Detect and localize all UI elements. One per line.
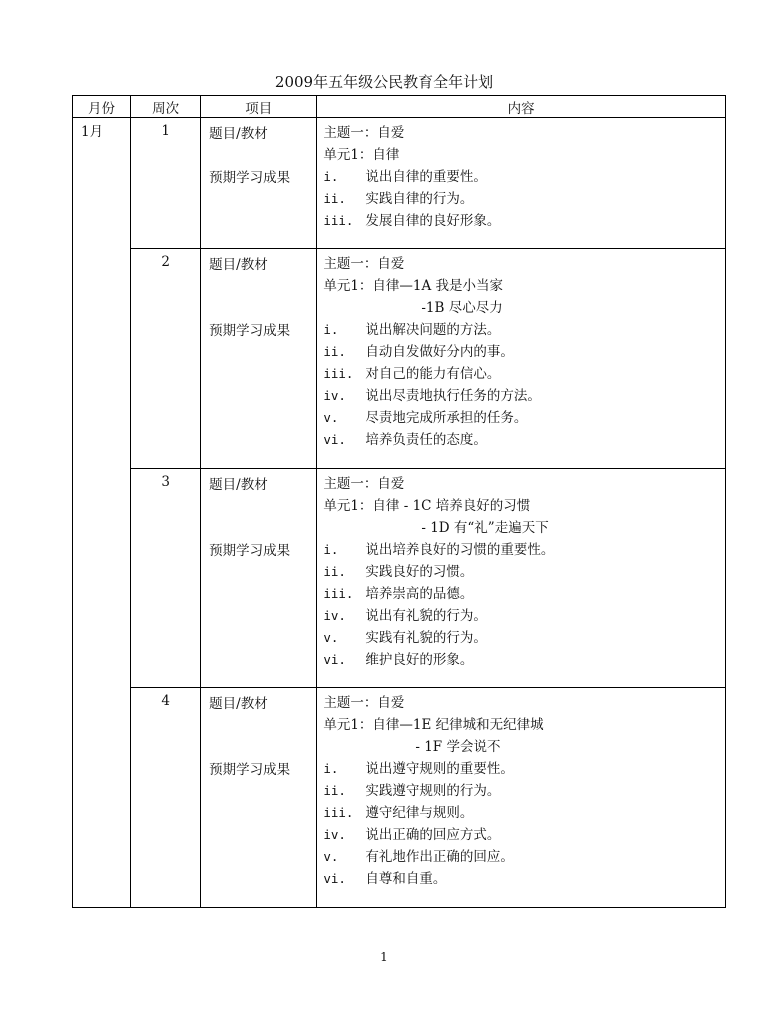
content-cell	[317, 688, 726, 908]
objective-text: 说出自律的重要性。	[365, 169, 487, 185]
item-cell	[201, 469, 317, 688]
objective-text: 自尊和自重。	[365, 871, 447, 887]
objective-number: iii.	[323, 586, 354, 601]
unit-line: - 1D 有“礼”走遍天下	[421, 520, 549, 536]
objective	[323, 780, 725, 802]
objective	[323, 429, 725, 451]
objective-text: 遵守纪律与规则。	[365, 805, 474, 821]
item-cell	[201, 249, 317, 469]
objective	[323, 363, 725, 385]
objective	[323, 627, 725, 649]
outcome-label: 预期学习成果	[209, 762, 291, 778]
objective	[323, 758, 725, 780]
objective	[323, 561, 725, 583]
objective-number: i.	[323, 761, 339, 776]
objective-number: ii.	[323, 344, 346, 359]
objective-text: 说出培养良好的习惯的重要性。	[365, 542, 555, 558]
objective	[323, 824, 725, 846]
header-week: 周次	[131, 96, 201, 118]
theme: 主题一：自爱	[323, 476, 405, 492]
objective-number: iv.	[323, 827, 346, 842]
week-number: 3	[131, 469, 201, 688]
content-cell	[317, 118, 726, 249]
objective-number: ii.	[323, 564, 346, 579]
objective	[323, 583, 725, 605]
objective	[323, 385, 725, 407]
unit-line: 单元1：自律	[323, 147, 400, 163]
objective	[323, 649, 725, 671]
page-number: 1	[380, 950, 388, 964]
week-row	[73, 469, 726, 688]
objective	[323, 802, 725, 824]
objective-number: vi.	[323, 432, 346, 447]
month-cell: 1月	[73, 118, 131, 908]
objective-number: ii.	[323, 783, 346, 798]
objective-number: iii.	[323, 213, 354, 228]
outcome-label: 预期学习成果	[209, 323, 291, 339]
header-content: 内容	[317, 96, 726, 118]
item-cell	[201, 118, 317, 249]
unit-line: 单元1：自律 - 1C 培养良好的习惯	[323, 498, 531, 514]
week-number: 4	[131, 688, 201, 908]
outcome-label: 预期学习成果	[209, 543, 291, 559]
theme: 主题一：自爱	[323, 125, 405, 141]
plan-table	[72, 95, 726, 908]
objective-number: iii.	[323, 366, 354, 381]
header-row	[73, 96, 726, 118]
objective	[323, 868, 725, 890]
week-row	[73, 688, 726, 908]
objective-text: 说出有礼貌的行为。	[365, 608, 487, 624]
objective-number: vi.	[323, 652, 346, 667]
objective-text: 实践良好的习惯。	[365, 564, 474, 580]
objective	[323, 539, 725, 561]
theme: 主题一：自爱	[323, 256, 405, 272]
objective	[323, 188, 725, 210]
outcome-label: 预期学习成果	[209, 170, 291, 186]
objective-number: vi.	[323, 871, 346, 886]
objective-text: 实践自律的行为。	[365, 191, 474, 207]
objective-number: iii.	[323, 805, 354, 820]
objective	[323, 319, 725, 341]
objective	[323, 341, 725, 363]
objective-number: i.	[323, 542, 339, 557]
objective-text: 自动自发做好分内的事。	[365, 344, 514, 360]
objective	[323, 846, 725, 868]
objective	[323, 605, 725, 627]
week-row	[73, 249, 726, 469]
item-label: 题目/教材	[209, 477, 268, 493]
objective-text: 说出遵守规则的重要性。	[365, 761, 514, 777]
week-row	[73, 118, 726, 249]
objective-number: iv.	[323, 608, 346, 623]
week-number: 2	[131, 249, 201, 469]
header-month: 月份	[73, 96, 131, 118]
unit-line: - 1F 学会说不	[415, 739, 501, 755]
objective-text: 尽责地完成所承担的任务。	[365, 410, 528, 426]
objective-text: 有礼地作出正确的回应。	[365, 849, 514, 865]
item-label: 题目/教材	[209, 257, 268, 273]
objective-text: 对自己的能力有信心。	[365, 366, 501, 382]
document-title: 2009年五年级公民教育全年计划	[274, 73, 494, 91]
week-number: 1	[131, 118, 201, 249]
objective-number: iv.	[323, 388, 346, 403]
objective-number: v.	[323, 849, 339, 864]
item-label: 题目/教材	[209, 696, 268, 712]
objective-number: v.	[323, 410, 339, 425]
objective-text: 说出正确的回应方式。	[365, 827, 501, 843]
content-cell	[317, 249, 726, 469]
content-cell	[317, 469, 726, 688]
objective-text: 说出尽责地执行任务的方法。	[365, 388, 541, 404]
objective-text: 维护良好的形象。	[365, 652, 474, 668]
objective-number: i.	[323, 169, 339, 184]
objective-number: ii.	[323, 191, 346, 206]
objective-number: v.	[323, 630, 339, 645]
unit-line: 单元1：自律—1A 我是小当家	[323, 278, 504, 294]
objective	[323, 166, 725, 188]
objective-number: i.	[323, 322, 339, 337]
item-label: 题目/教材	[209, 126, 268, 142]
item-cell	[201, 688, 317, 908]
objective-text: 实践有礼貌的行为。	[365, 630, 487, 646]
objective-text: 培养崇高的品德。	[365, 586, 474, 602]
objective-text: 实践遵守规则的行为。	[365, 783, 501, 799]
unit-line: -1B 尽心尽力	[421, 300, 503, 316]
header-item: 项目	[201, 96, 317, 118]
objective	[323, 210, 725, 232]
objective-text: 发展自律的良好形象。	[365, 213, 501, 229]
objective-text: 说出解决问题的方法。	[365, 322, 501, 338]
objective	[323, 407, 725, 429]
theme: 主题一：自爱	[323, 695, 405, 711]
unit-line: 单元1：自律—1E 纪律城和无纪律城	[323, 717, 544, 733]
objective-text: 培养负责任的态度。	[365, 432, 487, 448]
